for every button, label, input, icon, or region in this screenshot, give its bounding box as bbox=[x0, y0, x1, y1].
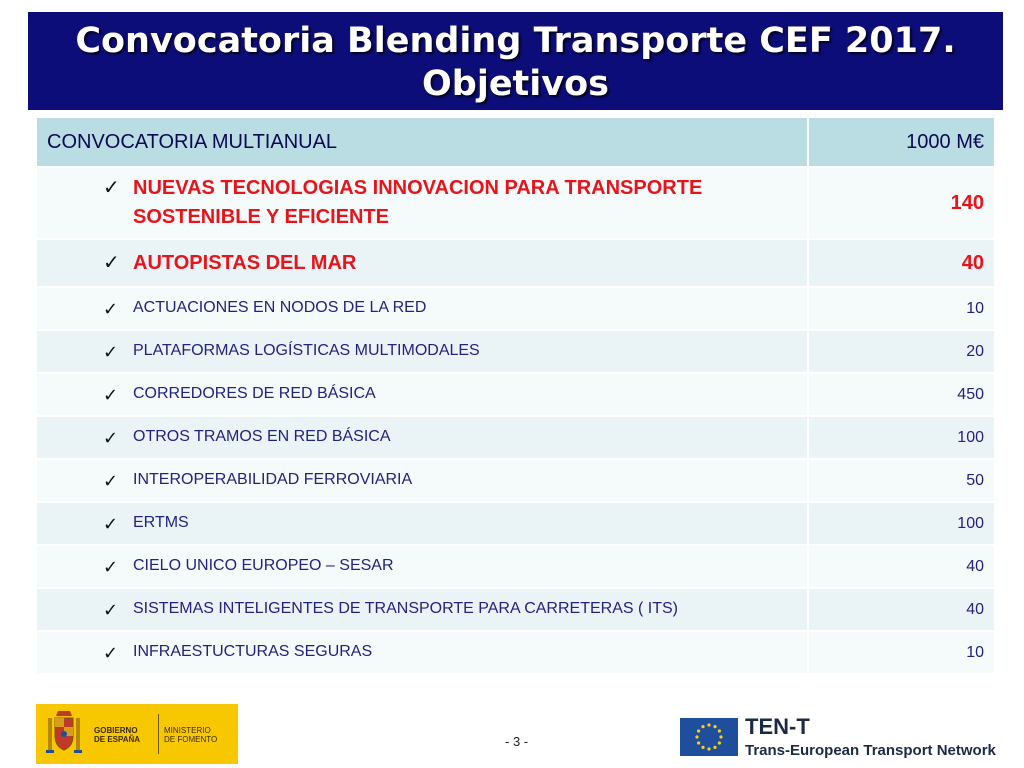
row-label: ERTMS bbox=[133, 513, 189, 531]
slide-title-line-1: Convocatoria Blending Transporte CEF 2017. bbox=[75, 21, 956, 61]
row-value: 450 bbox=[808, 373, 995, 416]
gobierno-text bbox=[94, 726, 154, 744]
footer bbox=[0, 700, 1024, 768]
page-number: - 3 - bbox=[505, 734, 529, 749]
row-value: 100 bbox=[808, 502, 995, 545]
row-value: 10 bbox=[808, 287, 995, 330]
check-icon: ✓ bbox=[103, 513, 119, 534]
row-label: AUTOPISTAS DEL MAR bbox=[133, 251, 357, 274]
table-row bbox=[37, 502, 995, 545]
header-label: CONVOCATORIA MULTIANUAL bbox=[37, 118, 808, 167]
row-label: SISTEMAS INTELIGENTES DE TRANSPORTE PARA CARRETERAS ( ITS) bbox=[133, 599, 678, 617]
ten-t-logo bbox=[680, 714, 1020, 764]
row-label: PLATAFORMAS LOGÍSTICAS MULTIMODALES bbox=[133, 341, 480, 359]
ten-t-subtitle: Trans-European Transport Network bbox=[745, 742, 996, 759]
gobierno-de-espana-logo bbox=[36, 704, 238, 764]
check-icon: ✓ bbox=[103, 470, 119, 491]
check-icon: ✓ bbox=[103, 384, 119, 405]
row-label: INTEROPERABILIDAD FERROVIARIA bbox=[133, 470, 413, 488]
row-label: CIELO UNICO EUROPEO – SESAR bbox=[133, 556, 394, 574]
check-icon: ✓ bbox=[103, 298, 119, 319]
check-icon: ✓ bbox=[103, 556, 119, 577]
table-row bbox=[37, 287, 995, 330]
check-icon: ✓ bbox=[103, 642, 119, 663]
table-header-row bbox=[37, 118, 995, 167]
objectives-table bbox=[37, 118, 996, 675]
table-row bbox=[37, 416, 995, 459]
title-bar bbox=[28, 12, 1003, 110]
check-icon: ✓ bbox=[103, 251, 120, 274]
table-row bbox=[37, 588, 995, 631]
header-value: 1000 M€ bbox=[808, 118, 995, 167]
row-label: ACTUACIONES EN NODOS DE LA RED bbox=[133, 298, 427, 316]
row-value: 50 bbox=[808, 459, 995, 502]
gobierno-line-2: DE ESPAÑA bbox=[94, 735, 141, 744]
table-row bbox=[37, 239, 995, 287]
spain-crest-icon bbox=[42, 708, 86, 760]
row-label: CORREDORES DE RED BÁSICA bbox=[133, 384, 376, 402]
ministerio-text bbox=[164, 726, 234, 744]
ministerio-line-1: MINISTERIO bbox=[164, 726, 211, 735]
row-value: 10 bbox=[808, 631, 995, 674]
row-value: 40 bbox=[808, 545, 995, 588]
row-label: INFRAESTUCTURAS SEGURAS bbox=[133, 642, 373, 660]
check-icon: ✓ bbox=[103, 177, 120, 199]
row-value: 20 bbox=[808, 330, 995, 373]
slide-title-line-2: Objetivos bbox=[422, 64, 609, 104]
check-icon: ✓ bbox=[103, 341, 119, 362]
ten-t-title: TEN-T bbox=[745, 714, 810, 739]
row-value: 140 bbox=[808, 167, 995, 239]
row-label: OTROS TRAMOS EN RED BÁSICA bbox=[133, 427, 391, 445]
table-row bbox=[37, 330, 995, 373]
check-icon: ✓ bbox=[103, 427, 119, 448]
table-row bbox=[37, 545, 995, 588]
check-icon: ✓ bbox=[103, 599, 119, 620]
eu-flag-icon bbox=[680, 718, 738, 756]
gobierno-line-1: GOBIERNO bbox=[94, 726, 138, 735]
table-row bbox=[37, 373, 995, 416]
row-value: 100 bbox=[808, 416, 995, 459]
table-row bbox=[37, 631, 995, 674]
logo-divider bbox=[158, 714, 159, 754]
ministerio-line-2: DE FOMENTO bbox=[164, 735, 218, 744]
row-value: 40 bbox=[808, 588, 995, 631]
row-value: 40 bbox=[808, 239, 995, 287]
table-row bbox=[37, 167, 995, 239]
row-label: NUEVAS TECNOLOGIAS INNOVACION PARA TRANSPORTE SOSTENIBLE Y EFICIENTE bbox=[133, 177, 703, 228]
table-row bbox=[37, 459, 995, 502]
